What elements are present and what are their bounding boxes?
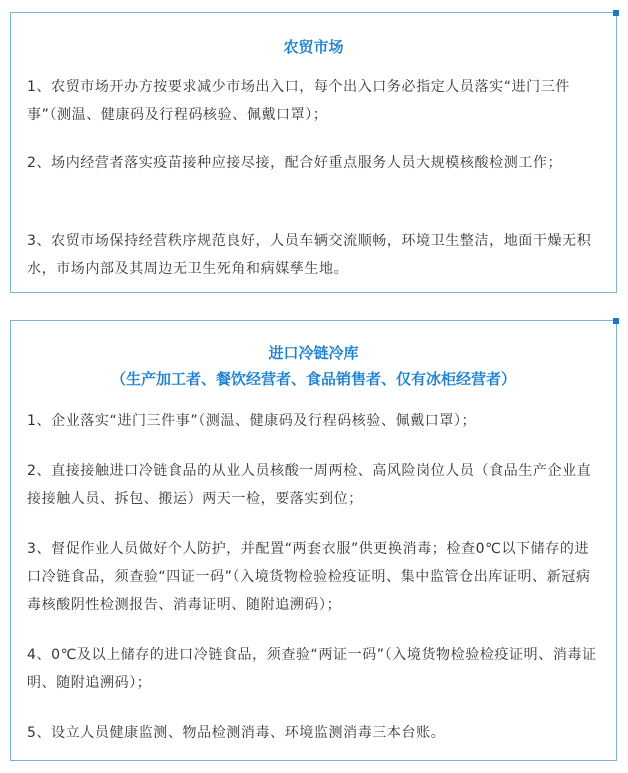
- list-item: 1、企业落实“进门三件事”（测温、健康码及行程码核验、佩戴口罩）；: [27, 413, 477, 429]
- section-title: 农贸市场: [283, 38, 344, 56]
- section-title: 进口冷链冷库: [268, 344, 359, 362]
- list-item: 2、直接接触进口冷链食品的从业人员核酸一周两检、高风险岗位人员（食品生产企业直接接触人员、拆包、搬运）两天一检，要落实到位；: [27, 463, 592, 507]
- list-item: 4、0℃及以上储存的进口冷链食品，须查验“两证一码”（入境货物检验检疫证明、消毒证明、随附追溯码）；: [27, 647, 597, 691]
- list-item: 3、农贸市场保持经营秩序规范良好，人员车辆交流顺畅，环境卫生整洁，地面干燥无积水，市场内部及其周边无卫生死角和病媒孳生地。: [27, 233, 592, 277]
- corner-marker: [613, 10, 619, 16]
- list-item: 5、设立人员健康监测、物品检测消毒、环境监测消毒三本台账。: [27, 725, 446, 741]
- list-item: 1、农贸市场开办方按要求减少市场出入口，每个出入口务必指定人员落实“进门三件事”（测温、健康码及行程码核验、佩戴口罩）；: [27, 79, 570, 123]
- section-subtitle: （生产加工者、餐饮经营者、食品销售者、仅有冰柜经营者）: [110, 370, 516, 388]
- corner-marker: [613, 318, 619, 324]
- list-item: 3、督促作业人员做好个人防护，并配置“两套衣服”供更换消毒；检查0℃以下储存的进口冷链食品，须查验“四证一码”（入境货物检验检疫证明、集中监管仓出库证明、新冠病毒核酸阴性检测报告、消毒证明、随附追溯码）；: [27, 541, 591, 613]
- list-item: 2、场内经营者落实疫苗接种应接尽接，配合好重点服务人员大规模核酸检测工作；: [27, 155, 563, 171]
- imported-cold-chain-section: [10, 320, 617, 761]
- farmers-market-section: [10, 12, 617, 293]
